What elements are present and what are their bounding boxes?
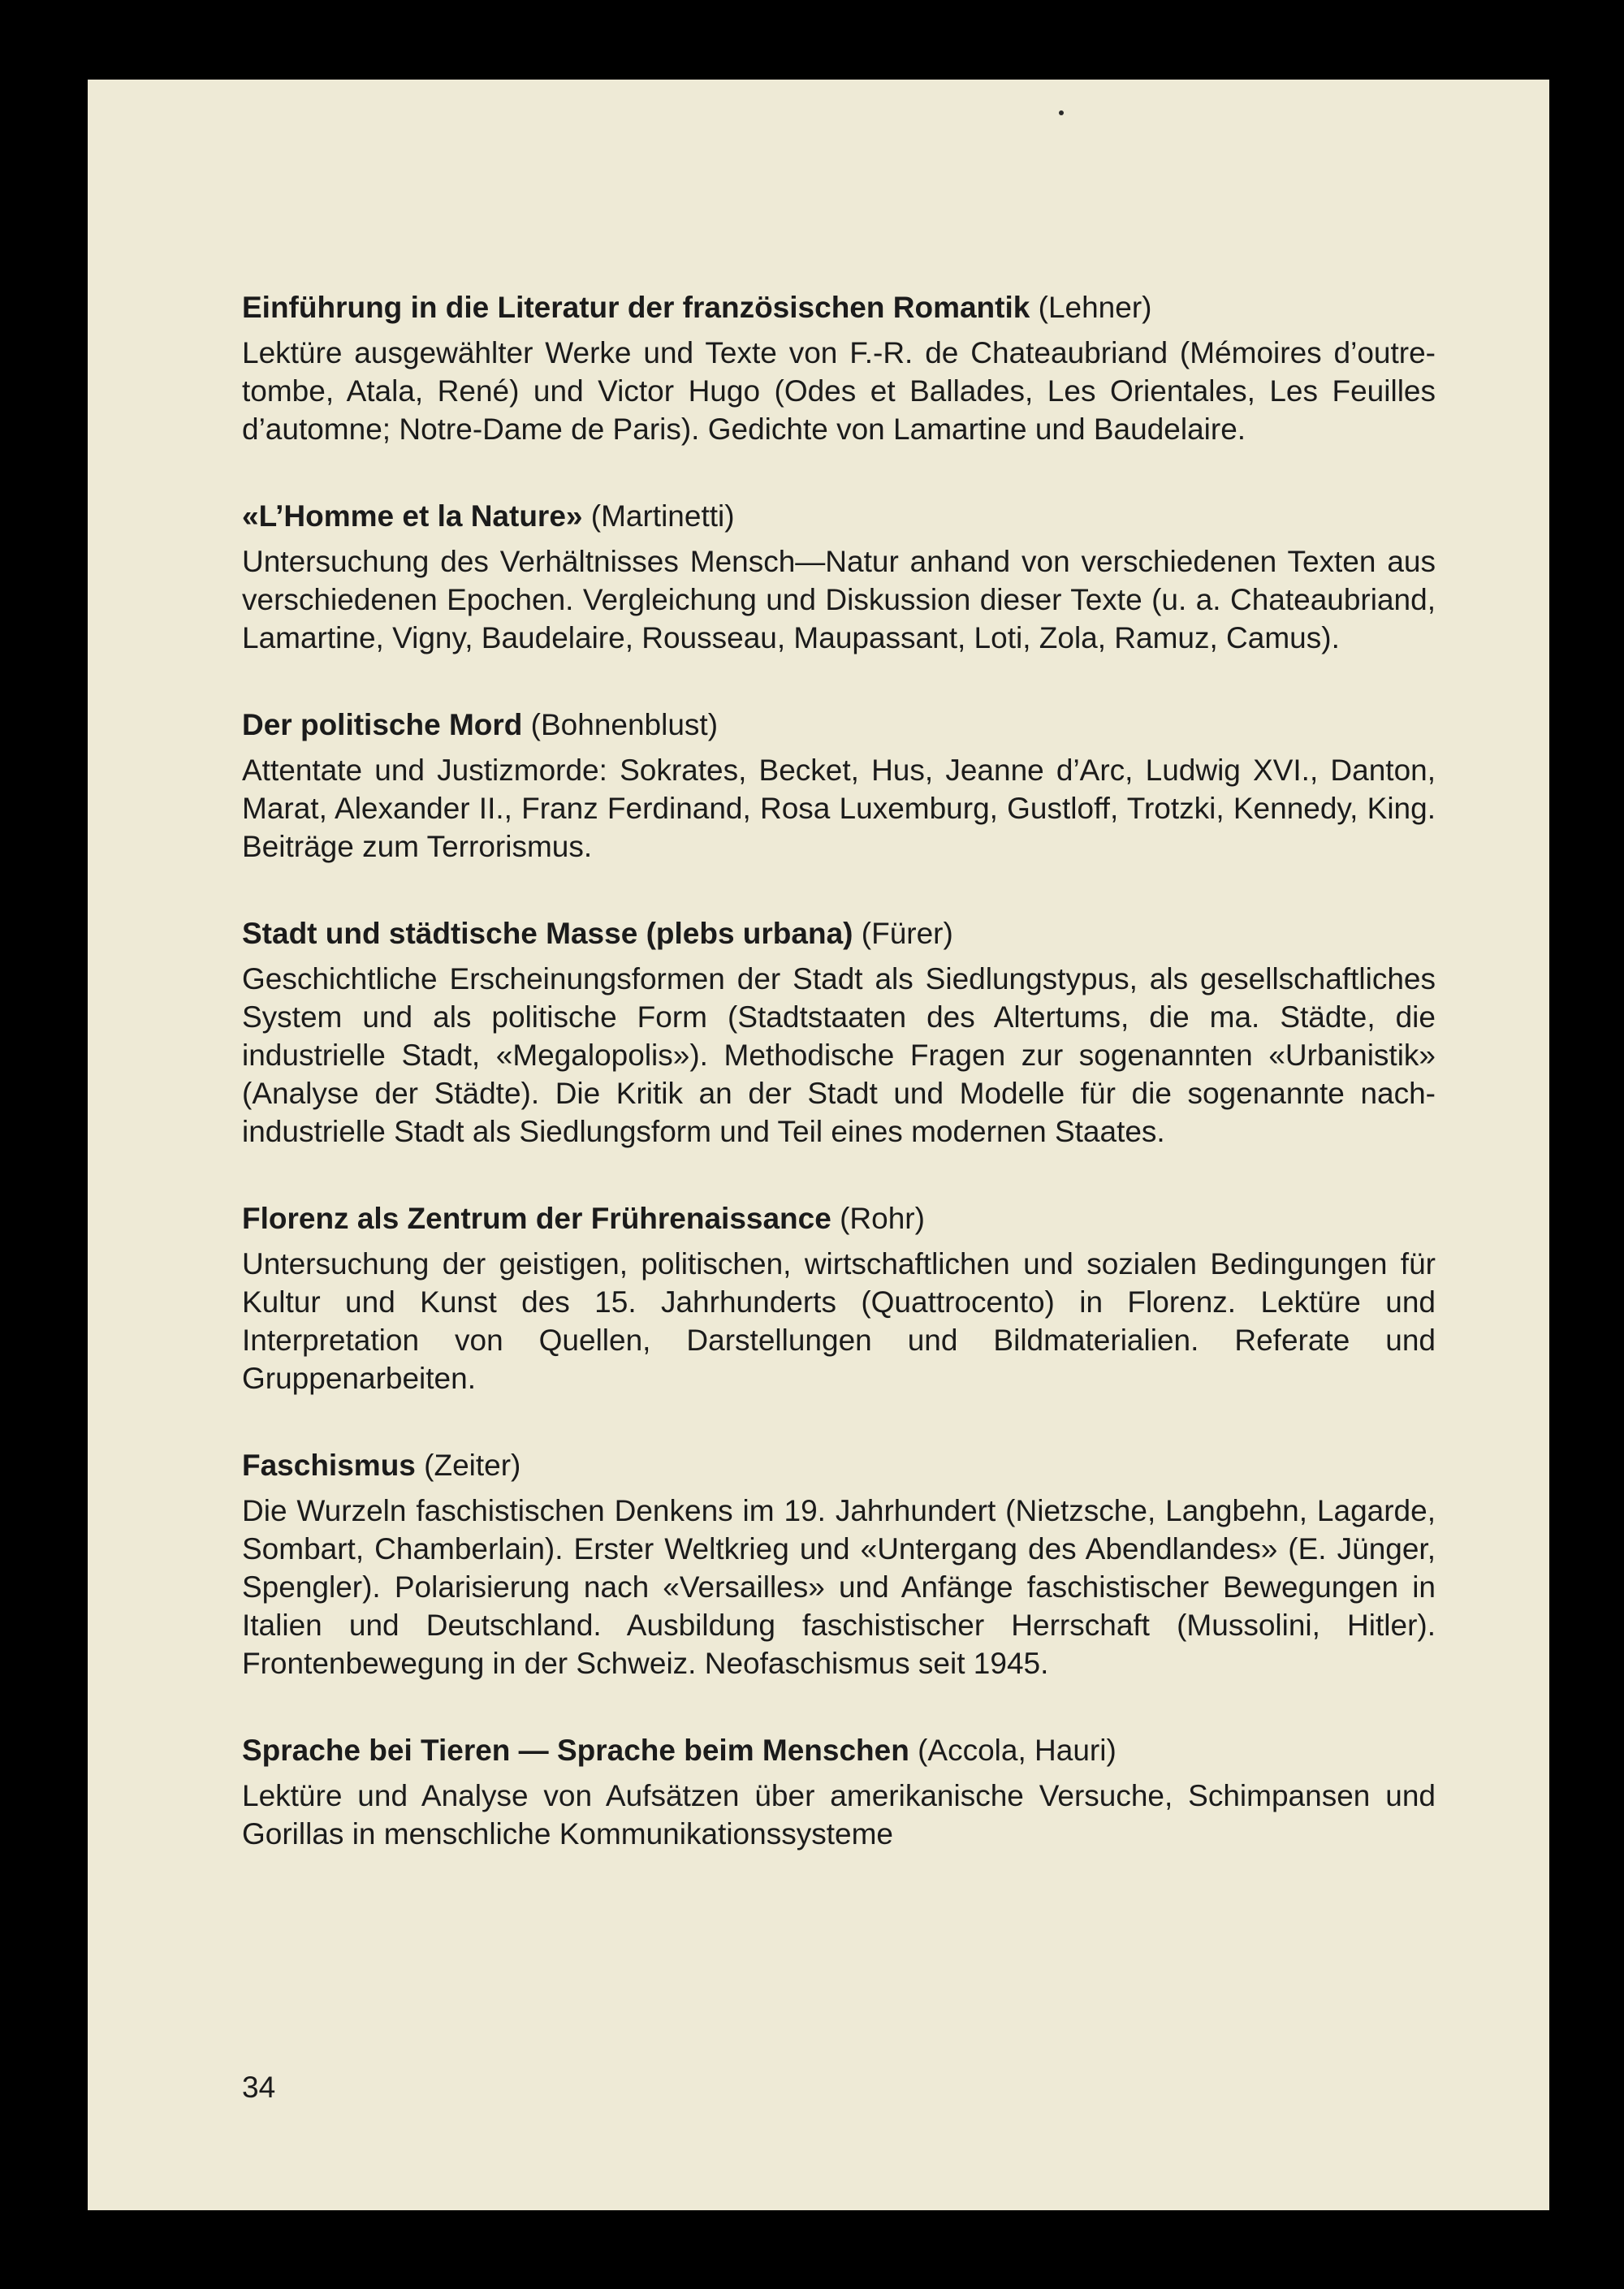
course-description: Lektüre und Analyse von Aufsätzen über amerikanische Versuche, Schimpansen und Gorillas in menschliche Kommunikationssysteme bbox=[242, 1779, 1436, 1851]
course-teacher: (Zeiter) bbox=[424, 1449, 521, 1482]
course-entry bbox=[242, 704, 1436, 866]
course-entry bbox=[242, 1445, 1436, 1682]
course-entry bbox=[242, 913, 1436, 1151]
course-title: Einführung in die Literatur der französischen Romantik bbox=[242, 291, 1030, 324]
speck bbox=[1059, 110, 1064, 115]
course-description: Die Wurzeln faschistischen Denkens im 19. Jahrhundert (Nietzsche, Langbehn, Lagarde, Sombart, Chamberlain). Erster Weltkrieg und «Untergang des Abendlandes» (E. Jünger, Spengler). Polarisierung nach «Versailles» und Anfänge faschistischer Bewegungen in Italien und Deutschland. Ausbildung faschistischer Herrschaft (Mussolini, Hitler). Frontenbewegung in der Schweiz. Neofaschismus seit 1945. bbox=[242, 1494, 1436, 1680]
course-teacher: (Martinetti) bbox=[590, 499, 735, 533]
course-heading bbox=[242, 1445, 1436, 1487]
course-entry bbox=[242, 1730, 1436, 1853]
document-page bbox=[88, 80, 1549, 2210]
course-teacher: (Fürer) bbox=[861, 917, 953, 950]
course-teacher: (Accola, Hauri) bbox=[918, 1734, 1116, 1767]
course-entry bbox=[242, 1198, 1436, 1397]
course-heading bbox=[242, 913, 1436, 955]
course-heading bbox=[242, 1198, 1436, 1240]
course-description: Untersuchung der geistigen, politischen, wirtschaftlichen und sozialen Bedingungen für Kultur und Kunst des 15. Jahrhunderts (Quattrocento) in Florenz. Lektüre und Interpretation von Quellen, Darstellungen und Bildmaterialien. Referate und Gruppenarbeiten. bbox=[242, 1247, 1436, 1395]
course-description: Lektüre ausgewählter Werke und Texte von F.-R. de Chateaubriand (Mémoires d’outre-tombe, Atala, René) und Victor Hugo (Odes et Ballades, Les Orientales, Les Feuilles d’automne; Notre-Dame de Paris). Gedichte von Lamartine und Baudelaire. bbox=[242, 336, 1436, 446]
course-teacher: (Rohr) bbox=[840, 1202, 925, 1235]
course-title: Stadt und städtische Masse (plebs urbana) bbox=[242, 917, 853, 950]
course-title: Sprache bei Tieren — Sprache beim Menschen bbox=[242, 1734, 909, 1767]
course-entry bbox=[242, 495, 1436, 657]
course-heading bbox=[242, 495, 1436, 538]
course-teacher: (Lehner) bbox=[1038, 291, 1152, 324]
course-description: Attentate und Justizmorde: Sokrates, Becket, Hus, Jeanne d’Arc, Ludwig XVI., Danton, Marat, Alexander II., Franz Ferdinand, Rosa Luxemburg, Gustloff, Trotzki, Kennedy, King. Beiträge zum Terrorismus. bbox=[242, 754, 1436, 863]
course-title: «L’Homme et la Nature» bbox=[242, 499, 583, 533]
course-description: Geschichtliche Erscheinungsformen der Stadt als Siedlungstypus, als gesellschaftliches System und als politische Form (Stadtstaaten des Altertums, die ma. Städte, die industrielle Stadt, «Megalopolis»). Methodische Fragen zur sogenannten «Urbanistik» (Analyse der Städte). Die Kritik an der Stadt und Modelle für die sogenannte nach-industrielle Stadt als Siedlungsform und Teil eines modernen Staates. bbox=[242, 962, 1436, 1148]
course-heading bbox=[242, 704, 1436, 746]
course-list bbox=[242, 287, 1436, 1900]
course-teacher: (Bohnenblust) bbox=[530, 708, 719, 741]
course-title: Faschismus bbox=[242, 1449, 416, 1482]
course-heading bbox=[242, 287, 1436, 329]
course-description: Untersuchung des Verhältnisses Mensch—Natur anhand von verschiedenen Texten aus verschiedenen Epochen. Vergleichung und Diskussion dieser Texte (u. a. Chateaubriand, Lamartine, Vigny, Baudelaire, Rousseau, Maupassant, Loti, Zola, Ramuz, Camus). bbox=[242, 545, 1436, 654]
course-title: Florenz als Zentrum der Frührenaissance bbox=[242, 1202, 831, 1235]
course-title: Der politische Mord bbox=[242, 708, 523, 741]
page-number: 34 bbox=[242, 2071, 276, 2104]
course-heading bbox=[242, 1730, 1436, 1772]
course-entry bbox=[242, 287, 1436, 448]
